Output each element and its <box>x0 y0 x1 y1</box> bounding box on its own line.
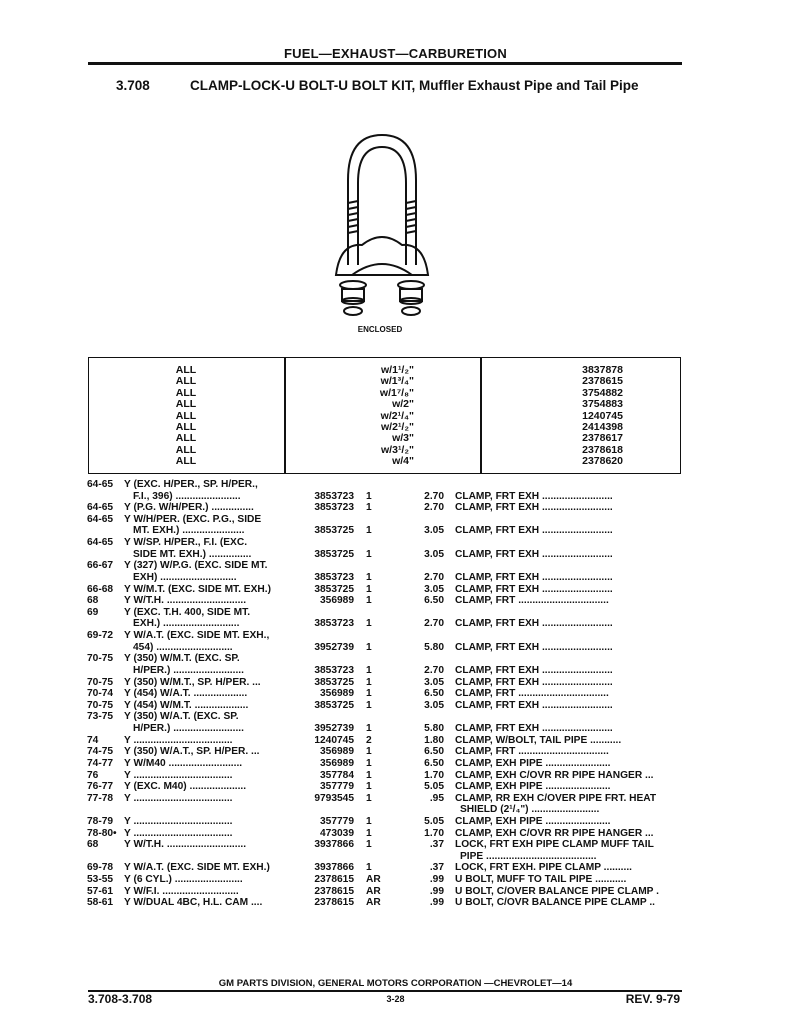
part-name: LOCK, FRT EXH PIPE CLAMP MUFF TAIL <box>455 839 654 851</box>
parts-row <box>0 607 791 619</box>
part-number: 3853723 <box>314 664 354 676</box>
quantity: 1 <box>366 862 372 874</box>
quantity: 1 <box>366 746 372 758</box>
model-years: 74 <box>87 734 99 746</box>
parts-row <box>0 595 791 607</box>
application-description: Y (327) W/P.G. (EXC. SIDE MT. <box>124 560 268 572</box>
kit-table-row <box>88 421 679 432</box>
quantity: AR <box>366 897 381 909</box>
application-description: Y (EXC. M40) .................... <box>124 781 247 793</box>
part-number: 3937866 <box>314 862 354 874</box>
parts-row <box>0 862 791 874</box>
parts-row <box>0 502 791 514</box>
section-title: CLAMP-LOCK-U BOLT-U BOLT KIT, Muffler Exhaust Pipe and Tail Pipe <box>190 78 639 93</box>
model-years: 69 <box>87 606 99 618</box>
kit-size: w/1¹/₂" <box>381 364 414 376</box>
price: .99 <box>429 897 444 909</box>
application-description: EXH) ........................... <box>133 571 237 583</box>
parts-row <box>0 839 791 851</box>
kit-table-row <box>88 410 679 421</box>
parts-row <box>0 618 791 630</box>
part-name: U BOLT, C/OVR BALANCE PIPE CLAMP .. <box>455 897 655 909</box>
model-years: 64-65 <box>87 537 114 549</box>
part-number: 3952739 <box>314 641 354 653</box>
model-years: 53-55 <box>87 874 114 886</box>
part-number: 3937866 <box>314 839 354 851</box>
quantity: 1 <box>366 723 372 735</box>
part-number: 1240745 <box>314 734 354 746</box>
application-description: Y W/M.T. (EXC. SIDE MT. EXH.) <box>124 583 271 595</box>
quantity: 2 <box>366 734 372 746</box>
application-description: Y W/T.H. ............................ <box>124 839 247 851</box>
application-description: Y (454) W/M.T. ................... <box>124 699 249 711</box>
parts-row <box>0 828 791 840</box>
price: 3.05 <box>424 676 444 688</box>
application-description: F.I., 396) ....................... <box>133 490 241 502</box>
model-years: 57-61 <box>87 885 114 897</box>
part-name: PIPE ....................................... <box>460 850 597 862</box>
parts-row <box>0 549 791 561</box>
kit-table-row <box>88 364 679 375</box>
section-number: 3.708 <box>116 78 150 93</box>
parts-row <box>0 479 791 491</box>
price: 6.50 <box>424 757 444 769</box>
kit-part-number: 2378617 <box>582 432 623 445</box>
kit-size: w/4" <box>392 455 414 468</box>
part-number: 356989 <box>320 688 354 700</box>
price: 6.50 <box>424 595 444 607</box>
application-description: Y ................................... <box>124 827 233 839</box>
kit-table-row <box>88 398 679 409</box>
quantity: 1 <box>366 525 372 537</box>
parts-row <box>0 851 791 863</box>
quantity: 1 <box>366 502 372 514</box>
application-description: Y (6 CYL.) ........................ <box>124 874 243 886</box>
footer-publisher: GM PARTS DIVISION, GENERAL MOTORS CORPORATION —CHEVROLET—14 <box>218 978 573 989</box>
price: 1.70 <box>424 827 444 839</box>
part-name: CLAMP, FRT EXH ......................... <box>455 664 613 676</box>
kit-size: w/3¹/₂" <box>381 443 414 456</box>
parts-row <box>0 537 791 549</box>
model-years: 74-75 <box>87 746 114 758</box>
part-number: 3853723 <box>314 571 354 583</box>
quantity: AR <box>366 874 381 886</box>
parts-row <box>0 560 791 572</box>
kit-year: ALL <box>175 443 197 456</box>
application-description: Y W/T.H. ............................ <box>124 595 247 607</box>
quantity: 1 <box>366 769 372 781</box>
part-number: 357779 <box>320 781 354 793</box>
part-name: U BOLT, C/OVER BALANCE PIPE CLAMP . <box>455 885 659 897</box>
parts-row <box>0 758 791 770</box>
parts-row <box>0 793 791 805</box>
part-name: CLAMP, FRT EXH ......................... <box>455 502 613 514</box>
part-name: SHIELD (2¹/₄") ........................ <box>460 804 600 816</box>
part-number: 3853725 <box>314 525 354 537</box>
part-name: CLAMP, FRT EXH ......................... <box>455 676 613 688</box>
price: 3.05 <box>424 583 444 595</box>
application-description: Y (EXC. T.H. 400, SIDE MT. <box>124 606 251 618</box>
application-description: Y W/A.T. (EXC. SIDE MT. EXH., <box>124 630 270 642</box>
model-years: 68 <box>87 595 99 607</box>
illustration-caption: ENCLOSED <box>357 325 403 334</box>
part-name: CLAMP, FRT EXH ......................... <box>455 723 613 735</box>
price: 2.70 <box>424 664 444 676</box>
price: 2.70 <box>424 502 444 514</box>
price: 1.70 <box>424 769 444 781</box>
parts-row <box>0 688 791 700</box>
kit-table-row <box>88 455 679 466</box>
parts-row <box>0 700 791 712</box>
parts-row <box>0 572 791 584</box>
model-years: 66-67 <box>87 560 114 572</box>
kit-part-number: 2378620 <box>582 455 623 468</box>
application-description: Y ................................... <box>124 734 233 746</box>
part-number: 356989 <box>320 757 354 769</box>
price: .37 <box>429 862 444 874</box>
parts-row <box>0 584 791 596</box>
parts-row <box>0 491 791 503</box>
model-years: 77-78 <box>87 792 114 804</box>
part-name: CLAMP, EXH PIPE ....................... <box>455 757 611 769</box>
price: 5.80 <box>424 723 444 735</box>
application-description: Y (454) W/A.T. ................... <box>124 688 248 700</box>
part-number: 3952739 <box>314 723 354 735</box>
u-bolt-clamp-kit-illustration <box>322 125 442 335</box>
part-number: 3853725 <box>314 548 354 560</box>
kit-year: ALL <box>175 455 197 468</box>
part-name: CLAMP, FRT EXH ......................... <box>455 548 613 560</box>
model-years: 78-80• <box>87 827 117 839</box>
application-description: Y (EXC. H/PER., SP. H/PER., <box>124 479 258 490</box>
kit-year: ALL <box>175 375 197 388</box>
kit-part-number: 2414398 <box>582 421 623 433</box>
part-name: CLAMP, RR EXH C/OVER PIPE FRT. HEAT <box>455 792 657 804</box>
part-name: CLAMP, W/BOLT, TAIL PIPE ........... <box>455 734 622 746</box>
page-header-title: FUEL—EXHAUST—CARBURETION <box>284 46 507 61</box>
part-number: 357779 <box>320 815 354 827</box>
part-name: CLAMP, FRT EXH ......................... <box>455 583 613 595</box>
part-name: CLAMP, EXH PIPE ....................... <box>455 781 611 793</box>
model-years: 64-65 <box>87 479 114 490</box>
price: 5.05 <box>424 781 444 793</box>
parts-row <box>0 804 791 816</box>
model-years: 73-75 <box>87 711 114 723</box>
parts-row <box>0 781 791 793</box>
parts-row <box>0 746 791 758</box>
application-description: 454) ........................... <box>133 641 233 653</box>
part-name: U BOLT, MUFF TO TAIL PIPE ........... <box>455 874 627 886</box>
quantity: 1 <box>366 757 372 769</box>
kit-year: ALL <box>175 421 197 433</box>
part-name: CLAMP, FRT ................................ <box>455 688 609 700</box>
kit-year: ALL <box>175 409 197 422</box>
model-years: 76 <box>87 769 99 781</box>
model-years: 64-65 <box>87 513 114 525</box>
price: 5.80 <box>424 641 444 653</box>
model-years: 68 <box>87 839 99 851</box>
price: 3.05 <box>424 548 444 560</box>
kit-table-row <box>88 432 679 443</box>
application-description: Y ................................... <box>124 815 233 827</box>
part-name: LOCK, FRT EXH. PIPE CLAMP .......... <box>455 862 632 874</box>
model-years: 70-74 <box>87 688 114 700</box>
application-description: MT. EXH.) ...................... <box>133 525 245 537</box>
part-number: 3853725 <box>314 699 354 711</box>
header-rule <box>88 62 682 65</box>
parts-row <box>0 514 791 526</box>
model-years: 70-75 <box>87 653 114 665</box>
kit-size: w/3" <box>392 432 414 445</box>
model-years: 76-77 <box>87 781 114 793</box>
part-number: 2378615 <box>314 885 354 897</box>
parts-row <box>0 886 791 898</box>
kit-size: w/1³/₄" <box>380 375 414 388</box>
footer-revision: REV. 9-79 <box>625 992 680 1006</box>
price: .95 <box>429 792 444 804</box>
kit-part-number: 3837878 <box>582 364 623 376</box>
application-description: Y W/SP. H/PER., F.I. (EXC. <box>124 537 248 549</box>
application-description: Y (350) W/M.T. (EXC. SP. <box>124 653 240 665</box>
application-description: Y W/DUAL 4BC, H.L. CAM .... <box>124 897 263 909</box>
kit-size: w/1⁷/₈" <box>379 386 414 399</box>
application-description: Y ................................... <box>124 792 233 804</box>
parts-row <box>0 525 791 537</box>
price: 5.05 <box>424 815 444 827</box>
application-description: Y (350) W/A.T. (EXC. SP. <box>124 711 239 723</box>
quantity: 1 <box>366 664 372 676</box>
price: 2.70 <box>424 490 444 502</box>
kit-year: ALL <box>175 386 197 399</box>
part-name: CLAMP, EXH C/OVR RR PIPE HANGER ... <box>455 827 654 839</box>
parts-row <box>0 874 791 886</box>
price: 3.05 <box>424 525 444 537</box>
application-description: Y W/M40 .......................... <box>124 757 243 769</box>
part-name: CLAMP, FRT ................................ <box>455 746 609 758</box>
part-number: 3853725 <box>314 676 354 688</box>
part-number: 356989 <box>320 746 354 758</box>
quantity: 1 <box>366 583 372 595</box>
quantity: AR <box>366 885 381 897</box>
parts-row <box>0 735 791 747</box>
application-description: Y W/F.I. ........................... <box>124 885 239 897</box>
quantity: 1 <box>366 490 372 502</box>
price: .99 <box>429 874 444 886</box>
parts-row <box>0 653 791 665</box>
application-description: Y W/H/PER. (EXC. P.G., SIDE <box>124 513 262 525</box>
application-description: Y ................................... <box>124 769 233 781</box>
price: 2.70 <box>424 571 444 583</box>
part-name: CLAMP, FRT EXH ......................... <box>455 618 613 630</box>
price: .99 <box>429 885 444 897</box>
kit-table-row <box>88 375 679 386</box>
price: 3.05 <box>424 699 444 711</box>
part-name: CLAMP, EXH PIPE ....................... <box>455 815 611 827</box>
parts-row <box>0 677 791 689</box>
model-years: 70-75 <box>87 676 114 688</box>
kit-table-row <box>88 387 679 398</box>
price: 1.80 <box>424 734 444 746</box>
quantity: 1 <box>366 595 372 607</box>
part-name: CLAMP, FRT EXH ......................... <box>455 699 613 711</box>
footer-section-range: 3.708-3.708 <box>88 992 153 1006</box>
kit-size: w/2¹/₂" <box>381 421 414 433</box>
application-description: EXH.) ........................... <box>133 618 240 630</box>
quantity: 1 <box>366 571 372 583</box>
model-years: 69-78 <box>87 862 114 874</box>
quantity: 1 <box>366 827 372 839</box>
application-description: H/PER.) ......................... <box>133 664 244 676</box>
price: 6.50 <box>424 688 444 700</box>
part-number: 3853723 <box>314 490 354 502</box>
model-years: 64-65 <box>87 502 114 514</box>
application-description: Y (350) W/M.T., SP. H/PER. ... <box>124 676 261 688</box>
quantity: 1 <box>366 618 372 630</box>
price: .37 <box>429 839 444 851</box>
quantity: 1 <box>366 641 372 653</box>
parts-row <box>0 897 791 909</box>
quantity: 1 <box>366 815 372 827</box>
price: 2.70 <box>424 618 444 630</box>
model-years: 70-75 <box>87 699 114 711</box>
part-name: CLAMP, EXH C/OVR RR PIPE HANGER ... <box>455 769 654 781</box>
quantity: 1 <box>366 699 372 711</box>
parts-row <box>0 642 791 654</box>
kit-part-number: 3754883 <box>582 398 623 411</box>
quantity: 1 <box>366 792 372 804</box>
part-name: CLAMP, FRT ................................ <box>455 595 609 607</box>
kit-part-number: 3754882 <box>582 386 623 399</box>
model-years: 66-68 <box>87 583 114 595</box>
application-description: SIDE MT. EXH.) ............... <box>133 548 252 560</box>
price: 6.50 <box>424 746 444 758</box>
model-years: 58-61 <box>87 897 114 909</box>
model-years: 74-77 <box>87 757 114 769</box>
parts-row <box>0 723 791 735</box>
part-number: 3853723 <box>314 618 354 630</box>
part-number: 2378615 <box>314 897 354 909</box>
kit-part-number: 2378615 <box>582 375 623 388</box>
quantity: 1 <box>366 781 372 793</box>
part-number: 357784 <box>320 769 354 781</box>
kit-year: ALL <box>175 364 197 376</box>
model-years: 69-72 <box>87 630 114 642</box>
parts-row <box>0 816 791 828</box>
parts-row <box>0 770 791 782</box>
part-number: 3853725 <box>314 583 354 595</box>
quantity: 1 <box>366 688 372 700</box>
part-number: 2378615 <box>314 874 354 886</box>
kit-size: w/2¹/₄" <box>380 409 414 422</box>
parts-row <box>0 665 791 677</box>
kit-year: ALL <box>175 398 197 411</box>
part-number: 3853723 <box>314 502 354 514</box>
kit-table-row <box>88 444 679 455</box>
footer-page-number: 3-28 <box>386 994 405 1004</box>
kit-part-number: 1240745 <box>582 409 623 422</box>
footer-rule <box>88 990 682 992</box>
kit-size: w/2" <box>392 398 414 411</box>
parts-row <box>0 630 791 642</box>
part-name: CLAMP, FRT EXH ......................... <box>455 490 613 502</box>
part-name: CLAMP, FRT EXH ......................... <box>455 525 613 537</box>
parts-row <box>0 711 791 723</box>
model-years: 78-79 <box>87 815 114 827</box>
kit-year: ALL <box>175 432 197 445</box>
part-number: 356989 <box>320 595 354 607</box>
kit-part-number: 2378618 <box>582 443 623 456</box>
part-number: 473039 <box>320 827 354 839</box>
part-name: CLAMP, FRT EXH ......................... <box>455 571 613 583</box>
quantity: 1 <box>366 548 372 560</box>
part-name: CLAMP, FRT EXH ......................... <box>455 641 613 653</box>
application-description: Y W/A.T. (EXC. SIDE MT. EXH.) <box>124 862 270 874</box>
quantity: 1 <box>366 839 372 851</box>
application-description: Y (350) W/A.T., SP. H/PER. ... <box>124 746 260 758</box>
part-number: 9793545 <box>314 792 354 804</box>
application-description: Y (P.G. W/H/PER.) ............... <box>124 502 254 514</box>
quantity: 1 <box>366 676 372 688</box>
application-description: H/PER.) ......................... <box>133 723 244 735</box>
